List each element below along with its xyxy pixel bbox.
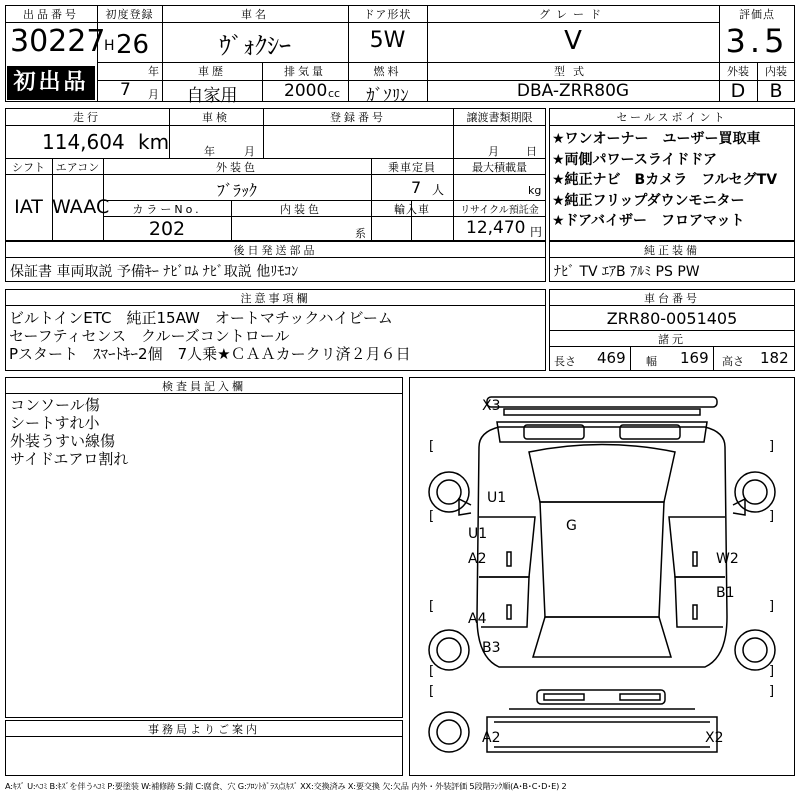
- year-unit: 年: [148, 65, 159, 78]
- svg-text:[: [: [428, 663, 434, 679]
- first-reg-label: 初度登録: [105, 8, 154, 21]
- svg-text:]: ]: [768, 598, 774, 614]
- inspector-note: サイドエアロ割れ: [10, 450, 129, 468]
- car-name: ｳﾞｫｸｼｰ: [219, 32, 291, 60]
- lot-number-label: 出品番号: [23, 8, 79, 21]
- later-parts-label: 後日発送部品: [233, 244, 318, 257]
- inspector-note: 外装うすい線傷: [10, 432, 116, 450]
- grade-label: グレード: [539, 8, 607, 21]
- score-label: 評価点: [739, 8, 775, 21]
- office-notes-label: 事務局よりご案内: [148, 723, 260, 736]
- damage-mark-a2-rear: A2: [482, 730, 501, 746]
- svg-text:[: [: [428, 508, 434, 524]
- sales-point: ★両側パワースライドドア: [552, 151, 718, 168]
- inspector-note: シートすれ小: [10, 414, 100, 432]
- capacity-label: 乗車定員: [388, 161, 436, 174]
- mileage-label: 走行: [73, 111, 101, 124]
- specs-label: 諸元: [658, 333, 686, 346]
- interior-color-label: 内装色: [280, 203, 322, 216]
- sales-point: ★ドアバイザー フロアマット: [552, 213, 745, 229]
- month-unit: 月: [148, 88, 159, 101]
- inspection-month-unit: 月: [244, 145, 255, 158]
- lot-number: 30227: [10, 24, 106, 59]
- car-name-label: 車名: [241, 8, 269, 21]
- max-load-unit: kg: [528, 184, 542, 197]
- color: ﾌﾞﾗｯｸ: [216, 181, 257, 200]
- color-no: 202: [148, 218, 186, 240]
- inspector-notes: [10, 396, 128, 468]
- door-label: ドア形状: [363, 8, 412, 21]
- damage-mark-x2: X2: [705, 730, 724, 746]
- width: 169: [680, 349, 709, 367]
- svg-text:[: [: [428, 598, 434, 614]
- svg-text:[: [: [428, 683, 434, 699]
- inspector-note: コンソール傷: [10, 396, 100, 414]
- fuel: ｶﾞｿﾘﾝ: [366, 86, 409, 106]
- score: 3.5: [725, 22, 789, 60]
- reg-month: 7: [120, 80, 131, 100]
- shift: IAT: [14, 196, 43, 218]
- displacement: 2000: [284, 81, 328, 101]
- door-type: 5W: [369, 28, 406, 53]
- oem-equipment: ﾅﾋﾞ TV ｴｱB ｱﾙﾐ PS PW: [554, 264, 700, 280]
- sales-points: [552, 129, 777, 232]
- inspection-label: 車検: [202, 111, 230, 124]
- mileage-unit: km: [138, 130, 170, 154]
- history-label: 車歴: [198, 65, 226, 78]
- fuel-label: 燃料: [373, 65, 402, 78]
- svg-text:]: ]: [768, 683, 774, 699]
- oem-equipment-label: 純正装備: [644, 244, 700, 257]
- deadline-label: 譲渡書類期限: [466, 111, 533, 124]
- inspection-year-unit: 年: [204, 145, 215, 158]
- exterior-grade: D: [730, 80, 746, 102]
- damage-mark-b3: B3: [482, 640, 501, 656]
- first-listing-badge: 初出品: [7, 66, 95, 100]
- color-label: 外装色: [216, 161, 258, 174]
- model-label: 型式: [554, 65, 592, 78]
- registration-label: 登録番号: [330, 111, 386, 124]
- max-load-label: 最大積載量: [472, 161, 527, 174]
- car-outline-graphic: [409, 377, 795, 776]
- model-code: DBA-ZRR80G: [516, 81, 630, 101]
- sales-points-label: セールスポイント: [616, 111, 728, 124]
- ac-label: エアコン: [55, 161, 100, 174]
- deadline-day: 日: [526, 145, 537, 158]
- grade: V: [564, 26, 582, 56]
- capacity-unit: 人: [432, 183, 445, 197]
- reg-year: 26: [116, 30, 150, 60]
- exterior-label: 外装: [727, 65, 749, 78]
- damage-mark-g: G: [566, 518, 577, 534]
- history: 自家用: [186, 86, 238, 106]
- caution-notes: [9, 309, 411, 363]
- displacement-label: 排気量: [284, 65, 326, 78]
- damage-diagram: [409, 377, 795, 776]
- damage-mark-u1-door: U1: [468, 526, 488, 542]
- svg-text:[: [: [428, 438, 434, 454]
- recycle-label: リサイクル預託金: [460, 205, 539, 216]
- width-label: 幅: [646, 355, 657, 368]
- svg-text:]: ]: [768, 663, 774, 679]
- caution-line: Pスタート ｽﾏｰﾄｷｰ2個 7人乗★ＣＡＡカークリ済２月６日: [9, 345, 411, 363]
- caution-line: セーフティセンス クルーズコントロール: [9, 327, 290, 345]
- interior-label: 内装: [765, 65, 787, 78]
- svg-text:]: ]: [768, 438, 774, 454]
- height-label: 高さ: [722, 355, 744, 368]
- interior-color-unit: 系: [355, 227, 366, 240]
- displacement-unit: cc: [328, 87, 341, 100]
- capacity: 7: [411, 178, 422, 197]
- legend: A:ｷｽﾞ U:ﾍｺﾐ B:ｷｽﾞを伴うﾍｺﾐ P:要塗装 W:補修跡 S:錆 C:腐食、穴 G:ﾌﾛﾝﾄｶﾞﾗｽ点ｷｽﾞ XX:交換済み X:要交換 欠:欠品 内外・外装評価 5段階ﾗﾝｸ順(A･B･C･D･E) 2: [5, 781, 567, 791]
- import-label: 輸入車: [394, 203, 430, 216]
- recycle-deposit: 12,470: [466, 218, 526, 238]
- chassis-label: 車台番号: [644, 292, 700, 305]
- color-no-label: カラーNo.: [132, 203, 202, 216]
- caution-line: ビルトインETC 純正15AW オートマチックハイビーム: [9, 309, 393, 327]
- damage-mark-x3: X3: [482, 398, 501, 414]
- inspector-notes-label: 検査員記入欄: [162, 380, 246, 393]
- damage-mark-a2-door: A2: [468, 551, 487, 567]
- damage-mark-b1: B1: [716, 585, 735, 601]
- era: H: [104, 38, 115, 54]
- length-label: 長さ: [554, 355, 576, 368]
- height: 182: [760, 349, 789, 367]
- length: 469: [597, 349, 626, 367]
- later-parts: 保証書 車両取説 予備ｷｰ ﾅﾋﾞﾛﾑ ﾅﾋﾞ取説 他ﾘﾓｺﾝ: [10, 264, 299, 280]
- damage-mark-w2: W2: [716, 551, 739, 567]
- chassis-number: ZRR80-0051405: [606, 309, 738, 328]
- sales-point: ★ワンオーナー ユーザー買取車: [552, 131, 761, 147]
- interior-grade: B: [769, 80, 783, 102]
- shift-label: シフト: [12, 161, 45, 174]
- damage-mark-u1-front: U1: [487, 490, 507, 506]
- damage-mark-a4: A4: [468, 611, 487, 627]
- recycle-unit: 円: [530, 225, 543, 239]
- mileage: 114,604: [42, 130, 125, 154]
- deadline-month: 月: [488, 145, 499, 158]
- sales-point: ★純正フリップダウンモニター: [552, 192, 745, 209]
- caution-label: 注意事項欄: [240, 292, 311, 305]
- svg-text:]: ]: [768, 508, 774, 524]
- ac: WAAC: [52, 196, 110, 218]
- sales-point: ★純正ナビ Bカメラ フルセグTV: [552, 172, 778, 188]
